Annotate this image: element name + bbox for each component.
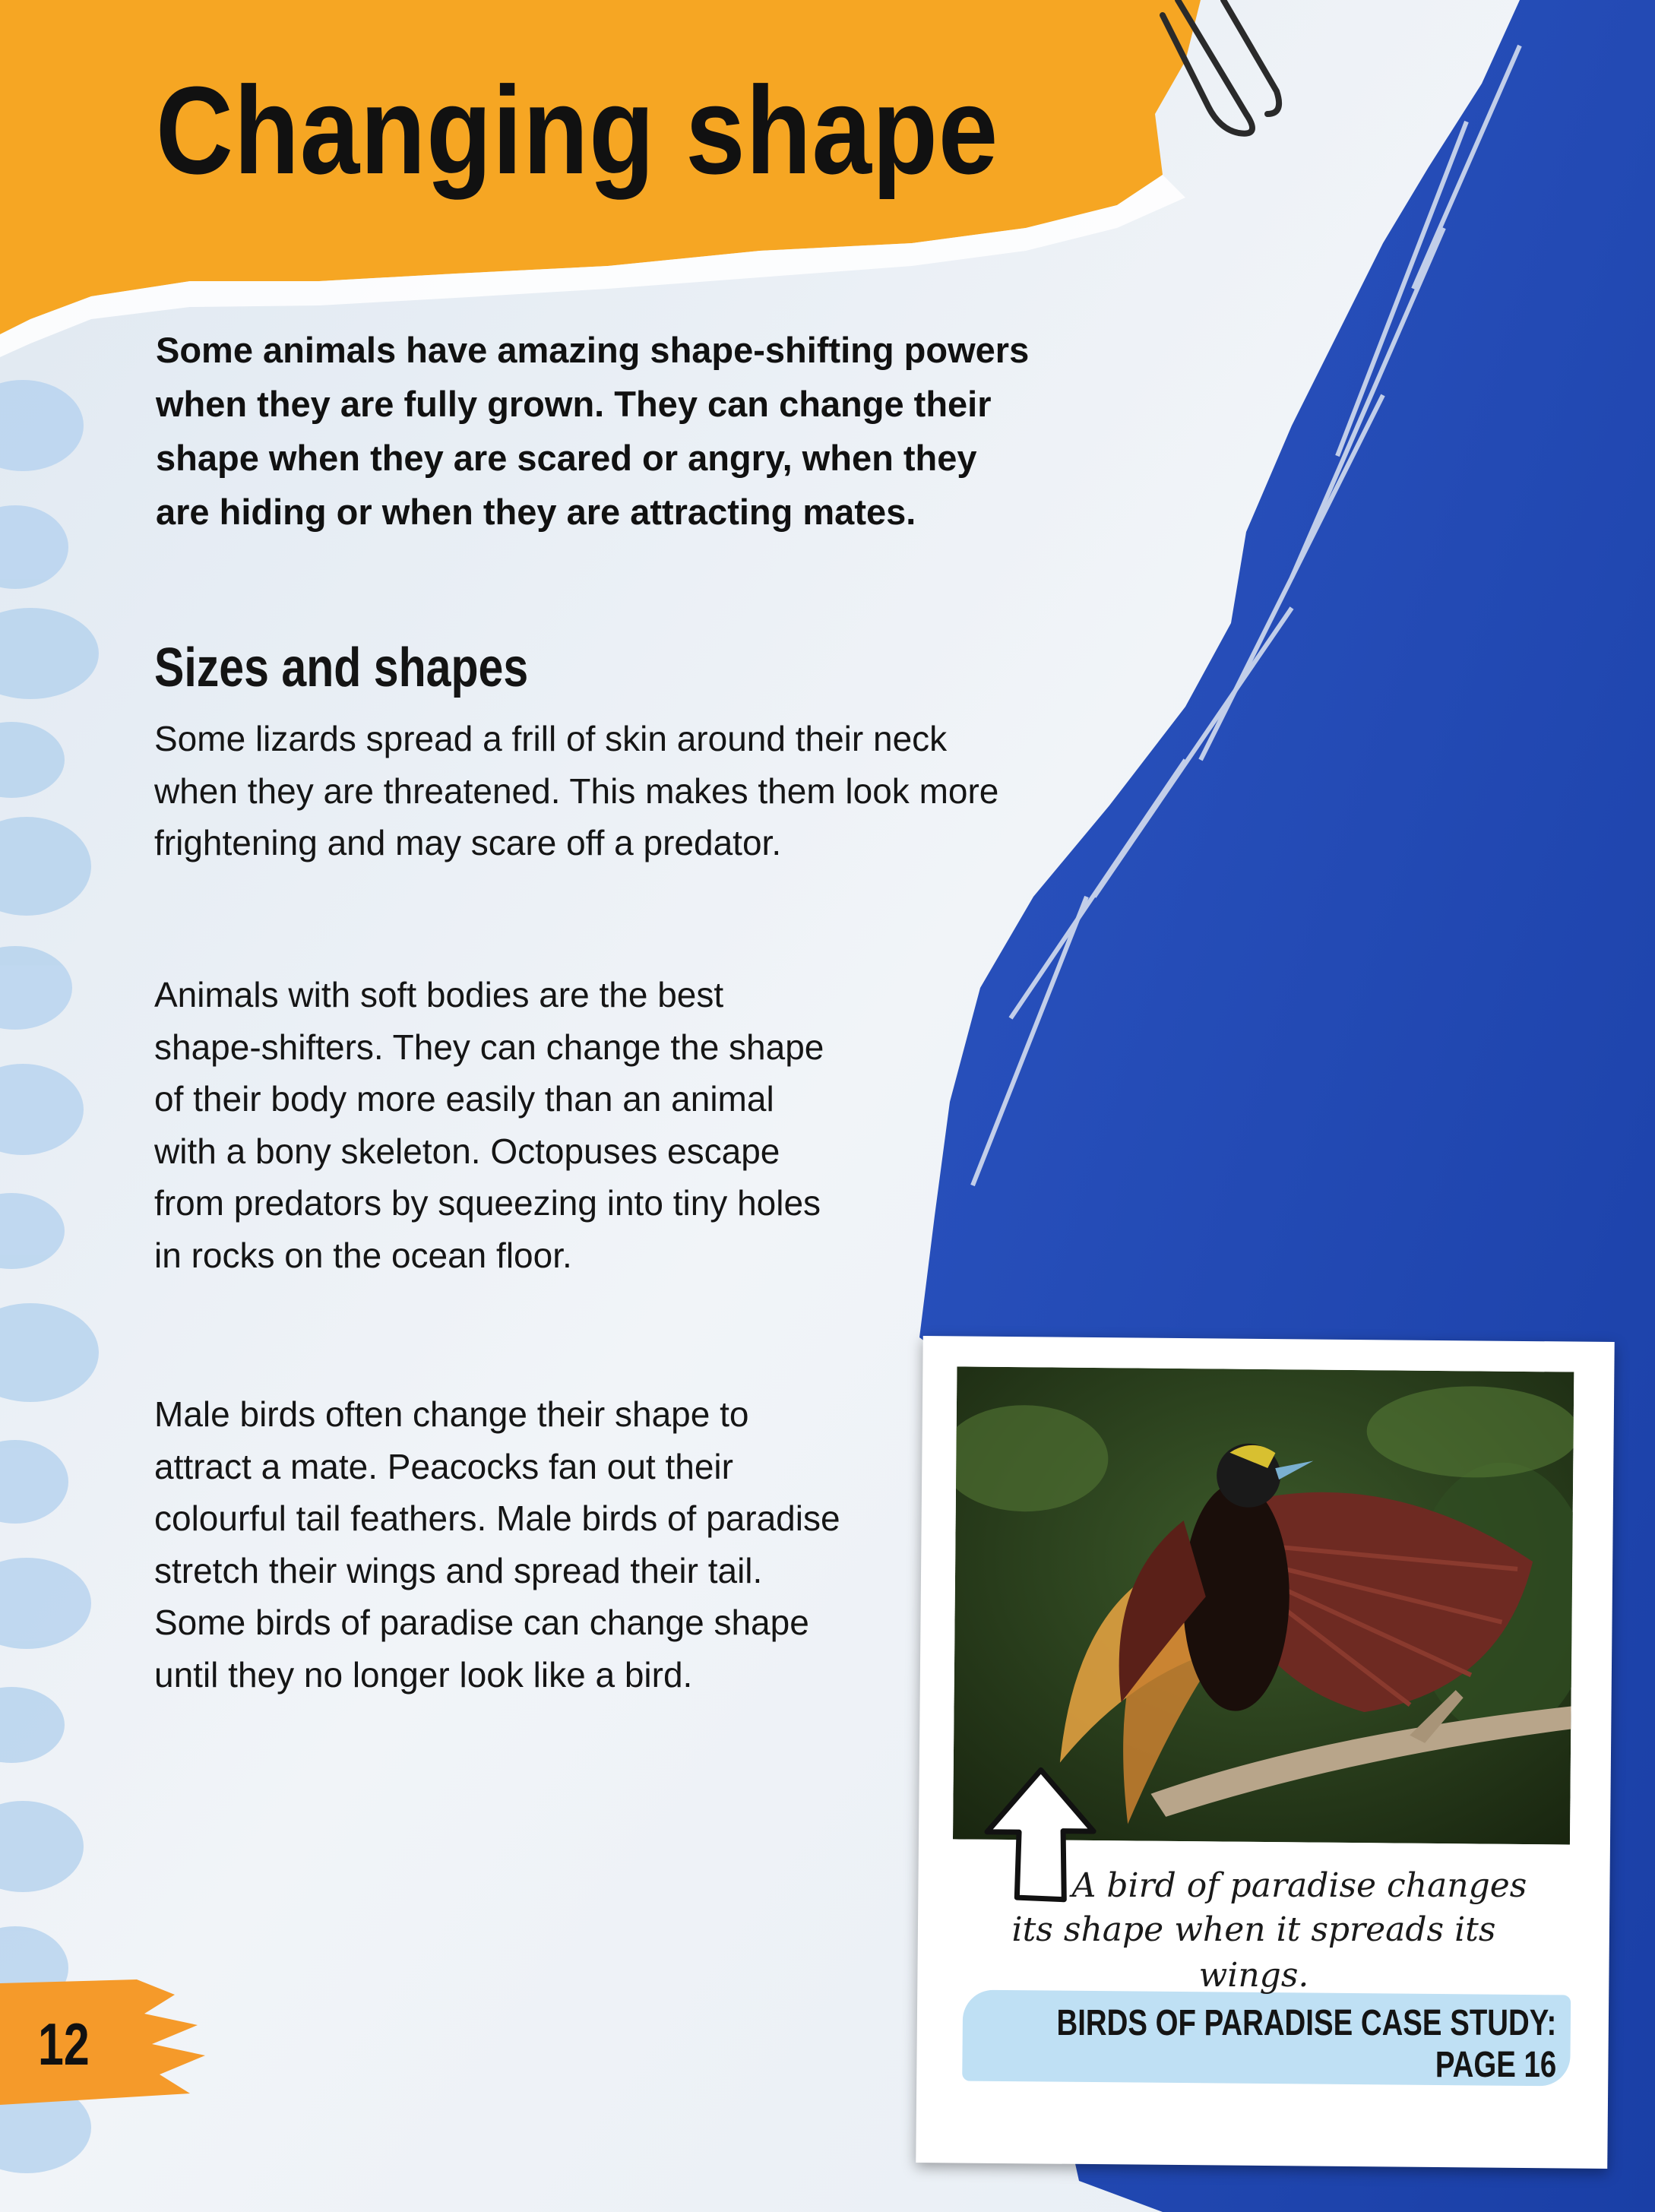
page-title: Changing shape bbox=[156, 61, 999, 200]
photo-caption-line1: A bird of paradise changes bbox=[1071, 1866, 1527, 1905]
page-number: 12 bbox=[38, 2011, 90, 2078]
photo-caption-line2: its shape when it spreads its wings. bbox=[1011, 1910, 1496, 1995]
case-study-link[interactable]: BIRDS OF PARADISE CASE STUDY: bbox=[1056, 2003, 1556, 2043]
section-heading: Sizes and shapes bbox=[154, 638, 529, 698]
case-study-page[interactable]: PAGE 16 bbox=[1435, 2045, 1556, 2085]
paper-clip-icon bbox=[1132, 0, 1299, 144]
body-paragraph: Male birds often change their shape to attract a mate. Peacocks fan out their colourful tail feathers. Male birds of paradise stretch their wings and spread their tail. Some birds of paradise can change shape until they no longer look like a bird. bbox=[154, 1394, 840, 1695]
body-paragraph: Animals with soft bodies are the best shape-shifters. They can change the shape of their body more easily than an animal with a bony skeleton. Octopuses escape from predators by squeezing into tiny holes in rocks on the ocean floor. bbox=[154, 975, 824, 1275]
intro-paragraph: Some animals have amazing shape-shifting powers when they are fully grown. They can change their shape when they are scared or angry, when they are hiding or when they are attracting mates. bbox=[156, 330, 1030, 532]
body-paragraph: Some lizards spread a frill of skin around their neck when they are threatened. This makes them look more frightening and may scare off a predator. bbox=[154, 719, 999, 862]
